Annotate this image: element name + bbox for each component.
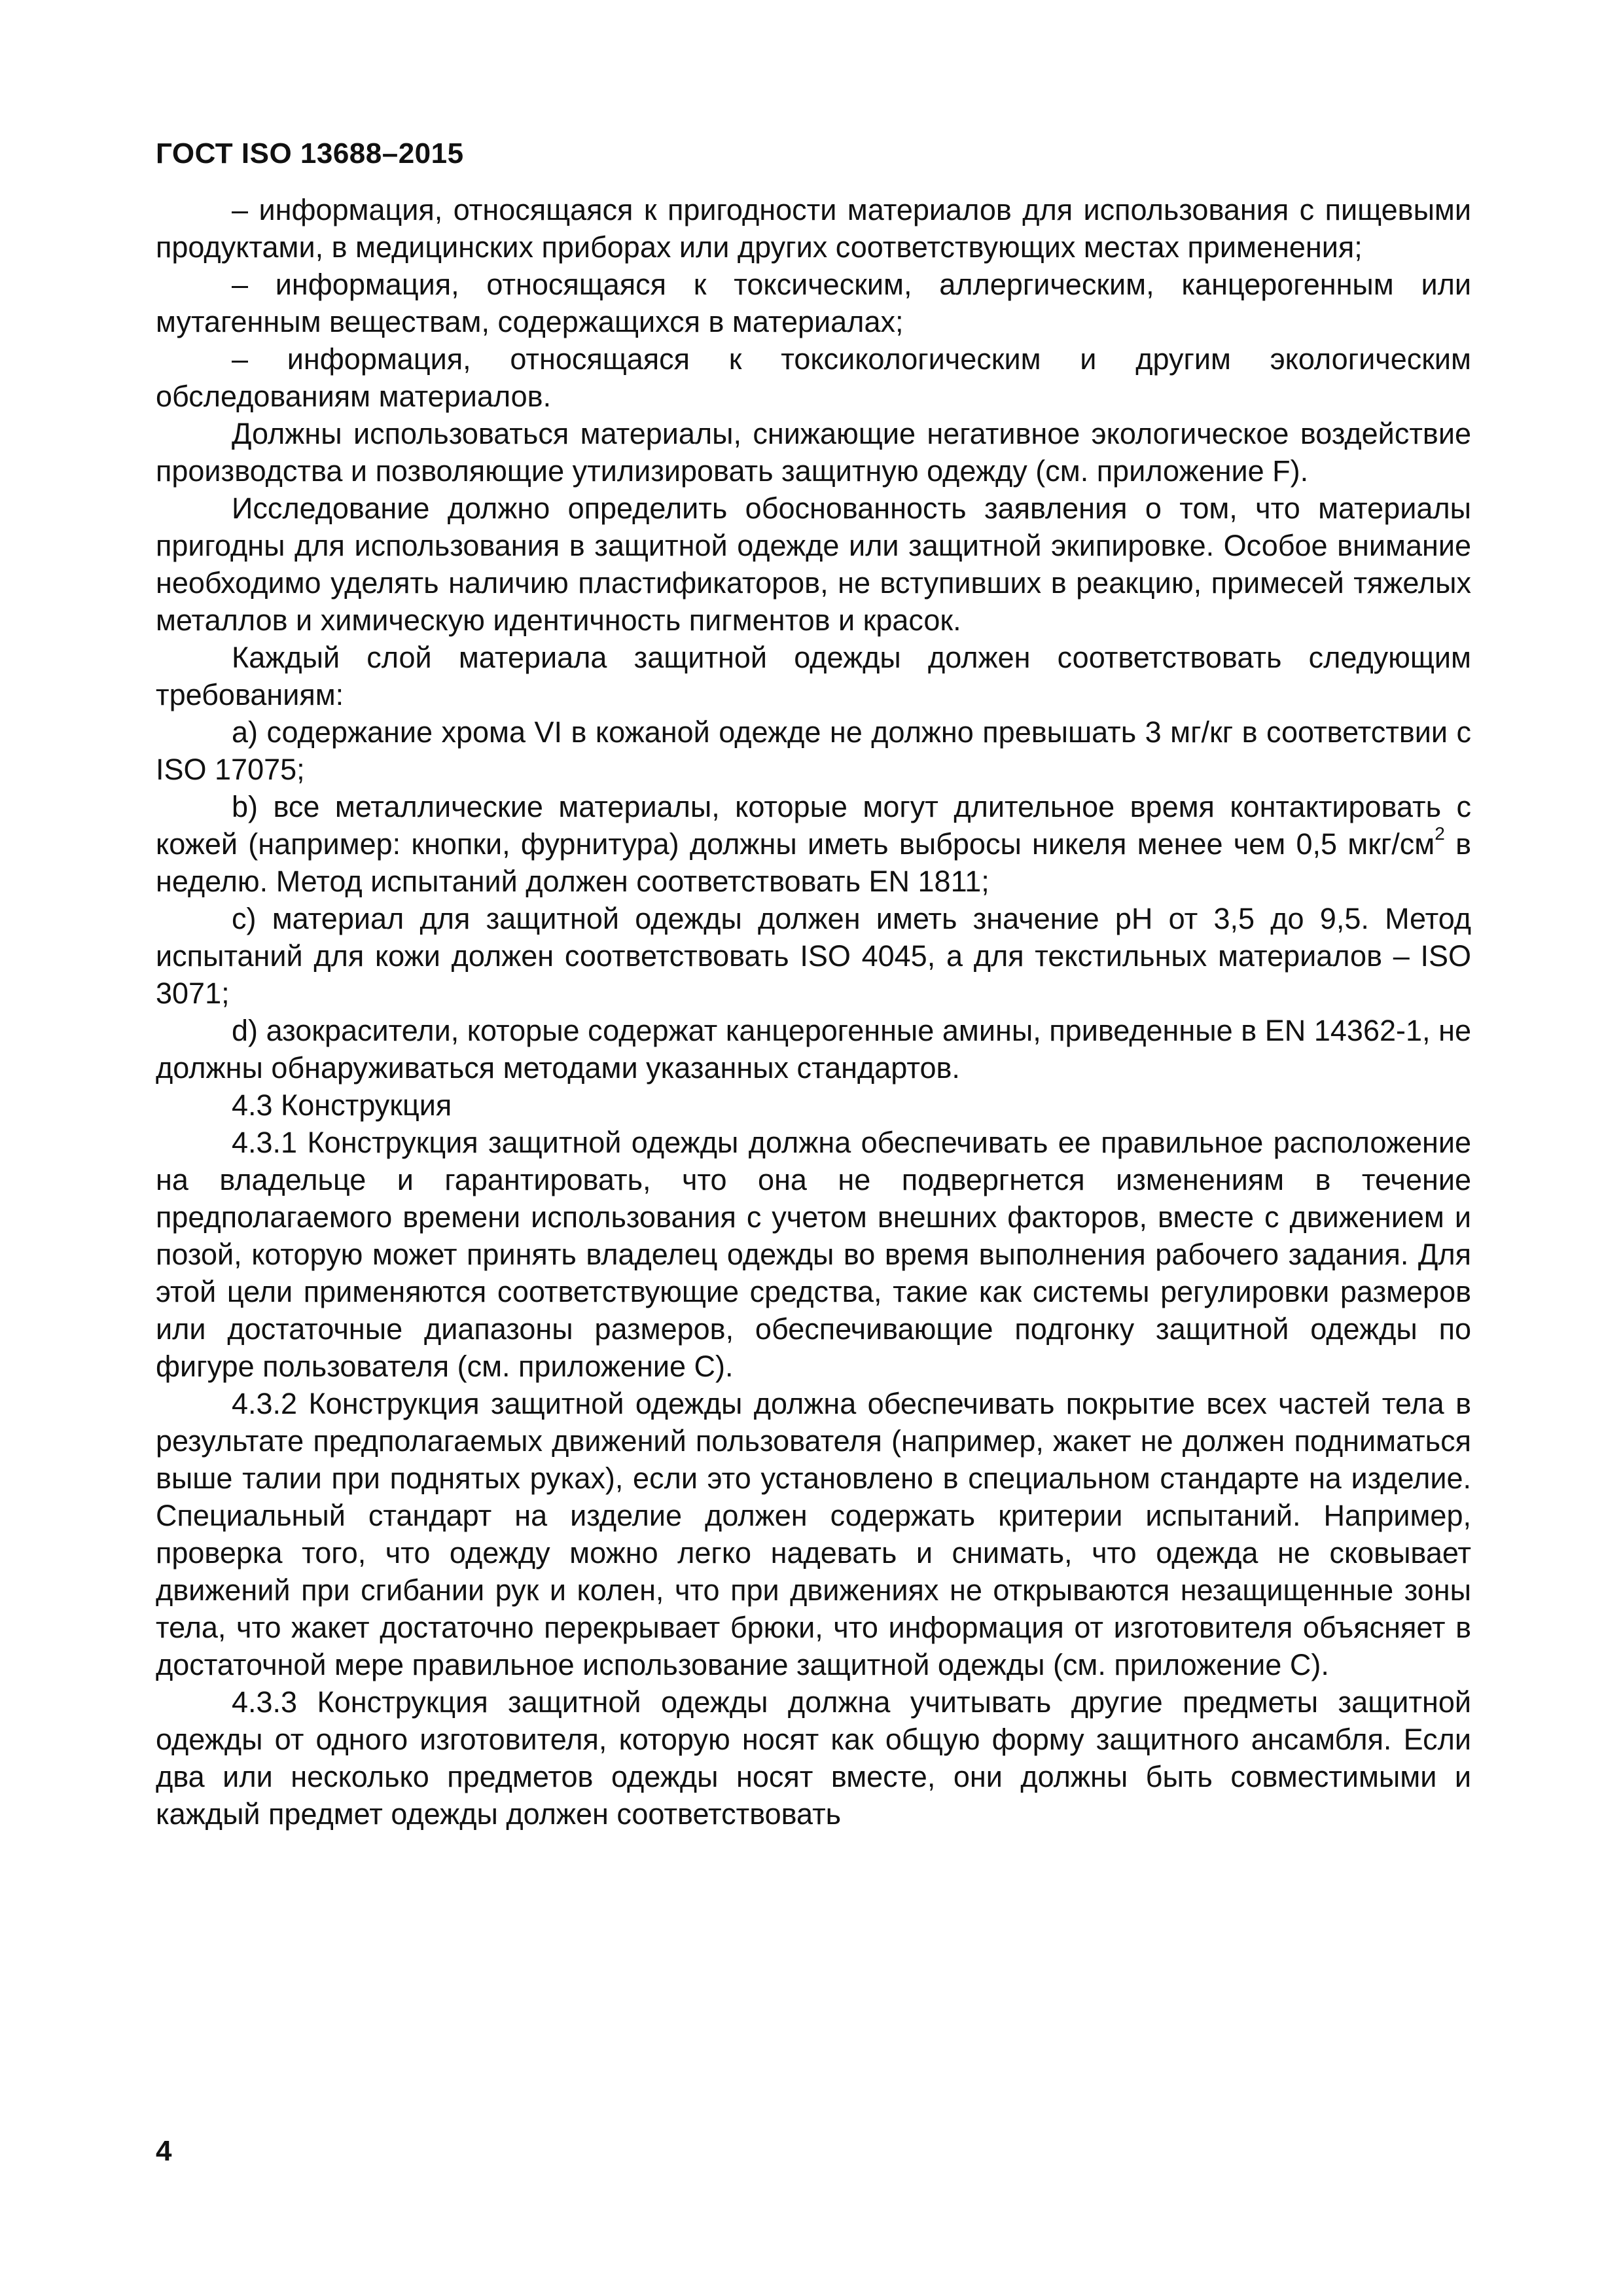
clause-4-3-3: 4.3.3 Конструкция защитной одежды должна учитывать другие предметы защитной одежды от одного изготовителя, которую носят как общую форму защитного ансамбля. Если два или несколько предметов одежды носят вместе, они должны быть совместимыми и каждый предмет одежды должен соответствовать [156, 1685, 1471, 1831]
paragraph: Исследование должно определить обоснованность заявления о том, что материалы пригодны для использования в защитной одежде или защитной экипировке. Особое внимание необходимо уделять наличию пластификаторов, не вступивших в реакцию, примесей тяжелых металлов и химическую идентичность пигментов и красок. [156, 492, 1471, 637]
list-item-d: d) азокрасители, которые содержат канцерогенные амины, приведенные в EN 14362-1, не должны обнаруживаться методами указанных стандартов. [156, 1014, 1471, 1085]
list-item-b [156, 788, 1471, 900]
list-item-b-text-end: в неделю. Метод испытаний должен соответствовать EN 1811; [156, 827, 1471, 898]
document-body [156, 191, 1471, 1833]
page-number: 4 [156, 2135, 172, 2167]
superscript: 2 [1435, 823, 1445, 844]
list-item-b-text: b) все металлические материалы, которые могут длительное время контактировать с кожей (например: кнопки, фурнитура) должны иметь выбросы никеля менее чем 0,5 мкг/см [156, 790, 1471, 861]
paragraph: Каждый слой материала защитной одежды должен соответствовать следующим требованиям: [156, 641, 1471, 711]
list-item-c: c) материал для защитной одежды должен иметь значение pH от 3,5 до 9,5. Метод испытаний для кожи должен соответствовать ISO 4045, а для текстильных материалов – ISO 3071; [156, 902, 1471, 1010]
section-heading: 4.3 Конструкция [232, 1088, 452, 1122]
list-item-a: a) содержание хрома VI в кожаной одежде не должно превышать 3 мг/кг в соответствии с ISO 17075; [156, 715, 1471, 786]
paragraph: – информация, относящаяся к токсикологическим и другим экологическим обследованиям материалов. [156, 342, 1471, 413]
paragraph: – информация, относящаяся к пригодности материалов для использования с пищевыми продуктами, в медицинских приборах или других соответствующих местах применения; [156, 193, 1471, 264]
clause-4-3-1: 4.3.1 Конструкция защитной одежды должна обеспечивать ее правильное расположение на владельце и гарантировать, что она не подвергнется изменениям в течение предполагаемого времени использования с учетом внешних факторов, вместе с движением и позой, которую может принять владелец одежды во время выполнения рабочего задания. Для этой цели применяются соответствующие средства, такие как системы регулировки размеров или достаточные диапазоны размеров, обеспечивающие подгонку защитной одежды по фигуре пользователя (см. приложение С). [156, 1126, 1471, 1383]
clause-4-3-2: 4.3.2 Конструкция защитной одежды должна обеспечивать покрытие всех частей тела в результате предполагаемых движений пользователя (например, жакет не должен подниматься выше талии при поднятых руках), если это установлено в специальном стандарте на изделие. Специальный стандарт на изделие должен содержать критерии испытаний. Например, проверка того, что одежду можно легко надевать и снимать, что одежда не сковывает движений при сгибании рук и колен, что при движениях не открываются незащищенные зоны тела, что жакет достаточно перекрывает брюки, что информация от изготовителя объясняет в достаточной мере правильное использование защитной одежды (см. приложение С). [156, 1387, 1471, 1681]
paragraph: Должны использоваться материалы, снижающие негативное экологическое воздействие производства и позволяющие утилизировать защитную одежду (см. приложение F). [156, 417, 1471, 488]
paragraph: – информация, относящаяся к токсическим, аллергическим, канцерогенным или мутагенным веществам, содержащихся в материалах; [156, 268, 1471, 338]
document-header: ГОСТ ISO 13688–2015 [156, 137, 464, 170]
